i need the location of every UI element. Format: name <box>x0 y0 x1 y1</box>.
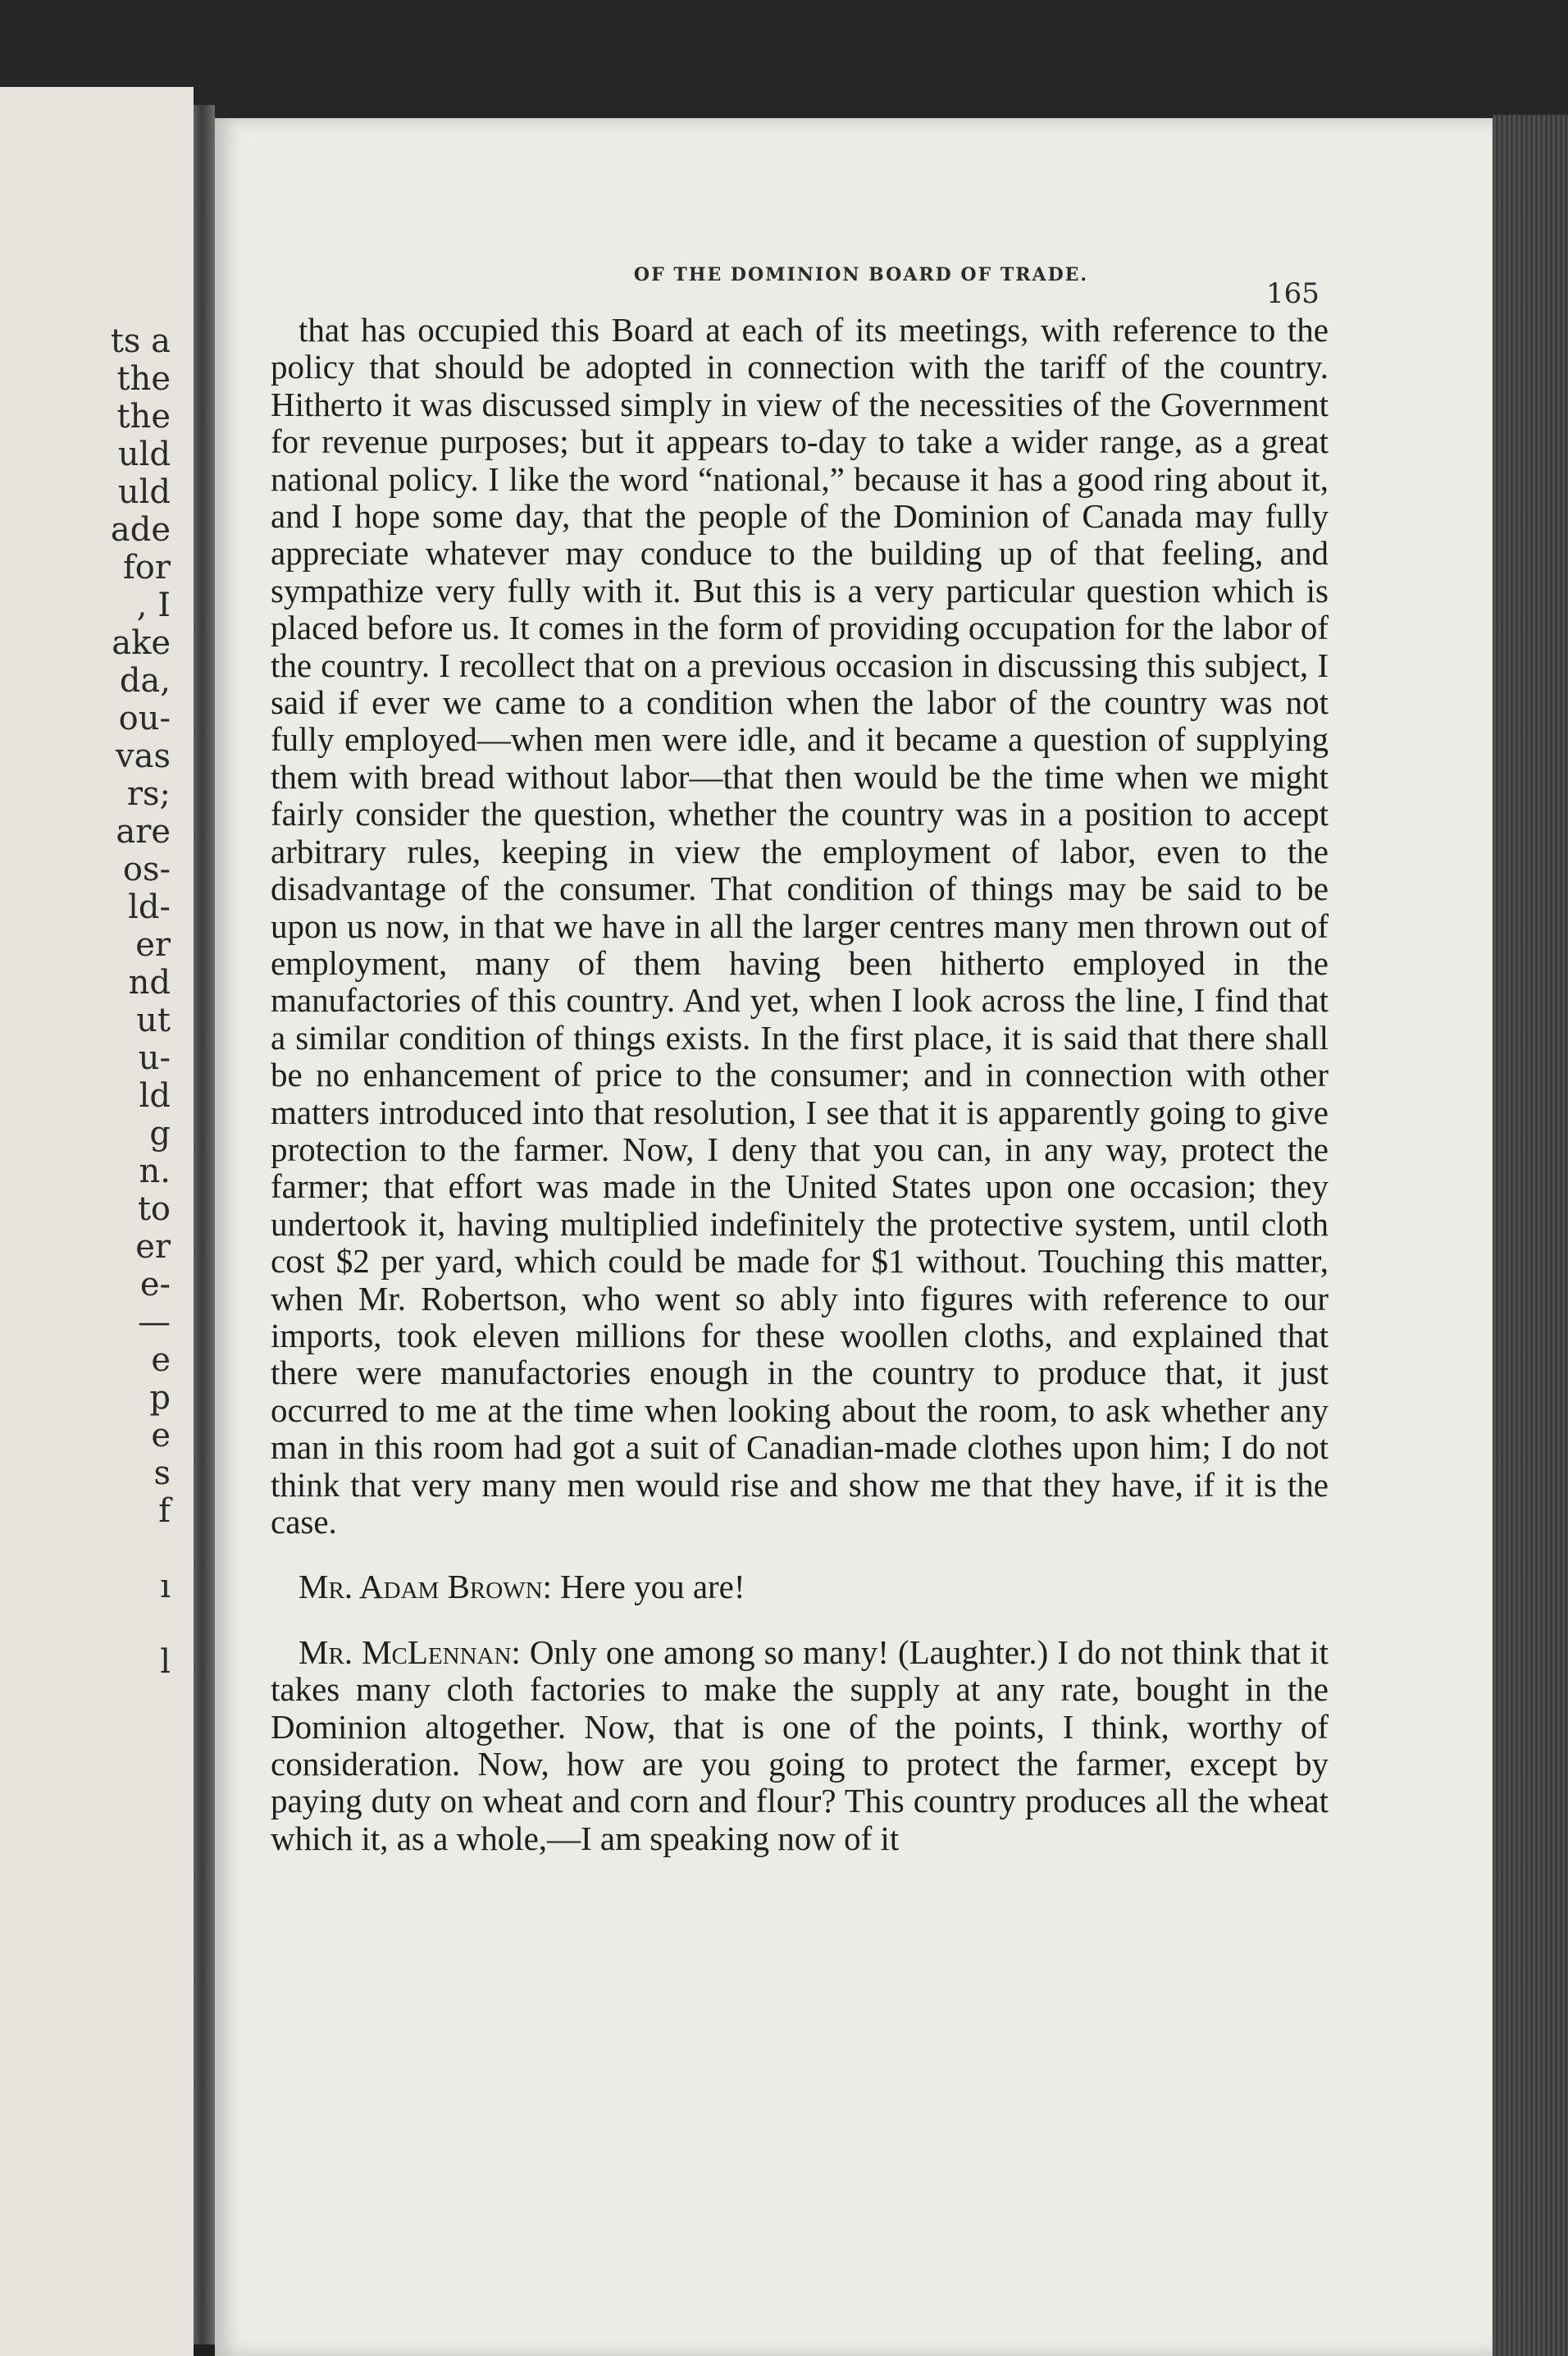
left-fragment: ld- <box>128 888 171 926</box>
left-fragment: e- <box>139 1266 171 1304</box>
left-fragment: — <box>138 1304 171 1341</box>
speaker-name: Mr. McLennan <box>299 1632 512 1671</box>
left-fragment: ld <box>139 1077 171 1115</box>
left-fragment: f <box>158 1492 171 1530</box>
left-fragment: ake <box>112 624 171 662</box>
page-number: 165 <box>1266 277 1320 310</box>
left-fragment: nd <box>128 964 171 1002</box>
left-fragment: ı <box>160 1568 171 1605</box>
paragraph <box>271 312 1329 1541</box>
left-fragment: uld <box>117 436 171 473</box>
left-fragment: u- <box>138 1039 171 1077</box>
left-fragment: uld <box>117 473 171 511</box>
book-gutter <box>194 105 215 2345</box>
left-fragment: the <box>116 398 171 436</box>
left-fragment: the <box>116 360 171 398</box>
left-fragment: for <box>122 549 171 587</box>
left-fragment: ade <box>110 511 171 549</box>
paragraph-text: that has occupied this Board at each of its meetings, with reference to the policy that should be adopted in connection with the tariff of the country. Hitherto it was discussed simply in view of the necessities of the Government for revenue purposes; but it appears to-day to take a wider range, as a great national policy. I like the word “national,” because it has a good ring about it, and I hope some day, that the people of the Dominion of Canada may fully appreciate whatever may conduce to the building up of that feeling, and sympathize very fully with it. But this is a very particular question which is placed before us. It comes in the form of providing occupation for the labor of the country. I recollect that on a previous occasion in discussing this subject, I said if ever we came to a condition when the labor of the country was not fully employed—when men were idle, and it became a question of supplying them with bread without labor—that then would be the time when we might fairly consider the question, whether the country was in a position to accept arbitrary rules, keeping in view the employment of labor, even to the disadvantage of the consumer. That condition of things may be said to be upon us now, in that we have in all the larger centres many men thrown out of employment, many of them having been hitherto employed in the manufactories of this country. And yet, when I look across the line, I find that a similar condition of things exists. In the first place, it is said that there shall be no enhancement of price to the consumer; and in connection with other matters introduced into that resolution, I see that it is apparently going to give protection to the farmer. Now, I deny that you can, in any way, protect the farmer; that effort was made in the United States upon one occasion; they undertook it, having multiplied indefinitely the protective system, until cloth cost $2 per yard, which could be made for $1 without. Touching this matter, when Mr. Robertson, who went so ably into figures with reference to our imports, took eleven millions for these woollen cloths, and explained that there were manufactories enough in the country to produce that, it just occurred to me at the time when looking about the room, to ask whether any man in this room had got a suit of Canadian-made clothes upon him; I do not think that very many men would rise and show me that they have, if it is the case. <box>271 311 1329 1541</box>
left-fragment: are <box>116 813 171 851</box>
page-stack-edge <box>1493 115 1568 2356</box>
paragraph-text: : Here you are! <box>542 1568 745 1606</box>
paragraph <box>271 1568 1329 1605</box>
left-fragment: g <box>149 1115 171 1153</box>
left-fragment: to <box>137 1190 171 1228</box>
left-fragment: ou- <box>118 700 171 737</box>
left-fragment: l <box>160 1643 171 1681</box>
left-fragment: n. <box>139 1153 171 1190</box>
body-text <box>271 312 1329 1857</box>
left-fragment: os- <box>122 851 171 888</box>
left-fragment: ut <box>136 1002 171 1039</box>
running-head: OF THE DOMINION BOARD OF TRADE. <box>633 264 1089 285</box>
left-fragment: er <box>135 926 171 964</box>
speaker-name: Mr. Adam Brown <box>299 1568 543 1606</box>
paragraph <box>271 1634 1329 1857</box>
left-fragment: s <box>153 1454 171 1492</box>
left-fragment: ts a <box>110 322 171 360</box>
left-fragment: er <box>135 1228 171 1266</box>
left-fragment: , I <box>136 587 171 624</box>
left-fragment: da, <box>119 662 171 700</box>
paragraph-text: : Only one among so many! (Laughter.) I do not think that it takes many cloth factories to make the supply at any rate, bought in the Dominion altogether. Now, that is one of the points, I think, worthy of consideration. Now, how are you going to protect the farmer, except by paying duty on wheat and corn and flour? This country produces all the wheat which it, as a whole,—I am speaking now of it <box>271 1632 1329 1857</box>
left-fragment: e <box>151 1341 171 1379</box>
left-fragment: vas <box>116 737 171 775</box>
previous-page-edge <box>0 87 194 2356</box>
left-fragment: rs; <box>126 775 171 813</box>
left-fragment: p <box>149 1379 171 1417</box>
left-fragment: e <box>151 1417 171 1454</box>
